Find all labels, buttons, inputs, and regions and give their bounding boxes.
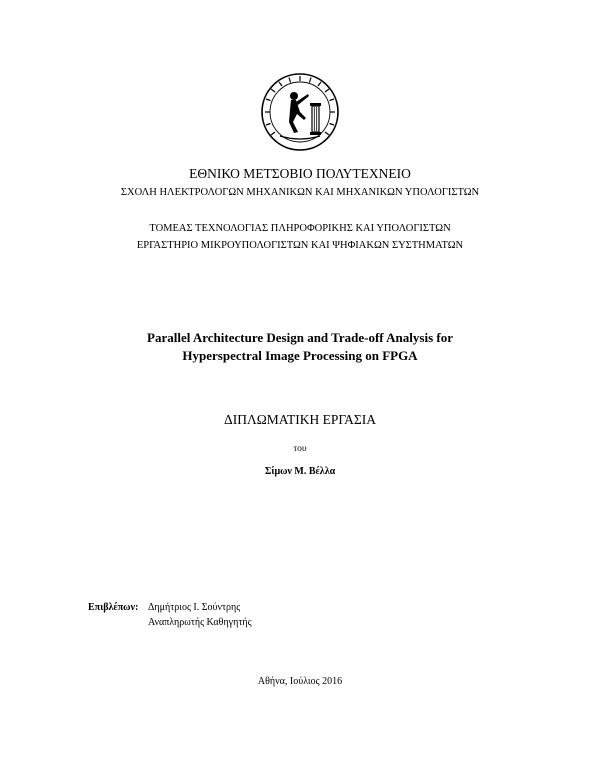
supervisor-label: Επιβλέπων:	[88, 602, 139, 613]
lab-name: ΕΡΓΑΣΤΗΡΙΟ ΜΙΚΡΟΥΠΟΛΟΓΙΣΤΩΝ ΚΑΙ ΨΗΦΙΑΚΩΝ ΣΥΣΤΗΜΑΤΩΝ	[136, 240, 464, 251]
sector-name: ΤΟΜΕΑΣ ΤΕΧΝΟΛΟΓΙΑΣ ΠΛΗΡΟΦΟΡΙΚΗΣ ΚΑΙ ΥΠΟΛΟΓΙΣΤΩΝ	[149, 223, 451, 234]
supervisor-title: Αναπληρωτής Καθηγητής	[148, 617, 252, 628]
supervisor-name: Δημήτριος Ι. Σούντρης	[148, 602, 241, 613]
place-date: Αθήνα, Ιούλιος 2016	[257, 676, 343, 687]
thesis-type: ΔΙΠΛΩΜΑΤΙΚΗ ΕΡΓΑΣΙΑ	[224, 412, 376, 427]
thesis-title-line-2: Hyperspectral Image Processing on FPGA	[182, 348, 418, 363]
university-name: ΕΘΝΙΚΟ ΜΕΤΣΟΒΙΟ ΠΟΛΥΤΕΧΝΕΙΟ	[189, 166, 411, 181]
author-preposition: του	[293, 444, 307, 454]
school-name: ΣΧΟΛΗ ΗΛΕΚΤΡΟΛΟΓΩΝ ΜΗΧΑΝΙΚΩΝ ΚΑΙ ΜΗΧΑΝΙΚΩΝ ΥΠΟΛΟΓΙΣΤΩΝ	[120, 187, 480, 198]
thesis-title-line-1: Parallel Architecture Design and Trade-off Analysis for	[147, 330, 453, 345]
author-name: Σίμων Μ. Βέλλα	[264, 466, 336, 477]
university-seal-icon	[260, 72, 340, 152]
